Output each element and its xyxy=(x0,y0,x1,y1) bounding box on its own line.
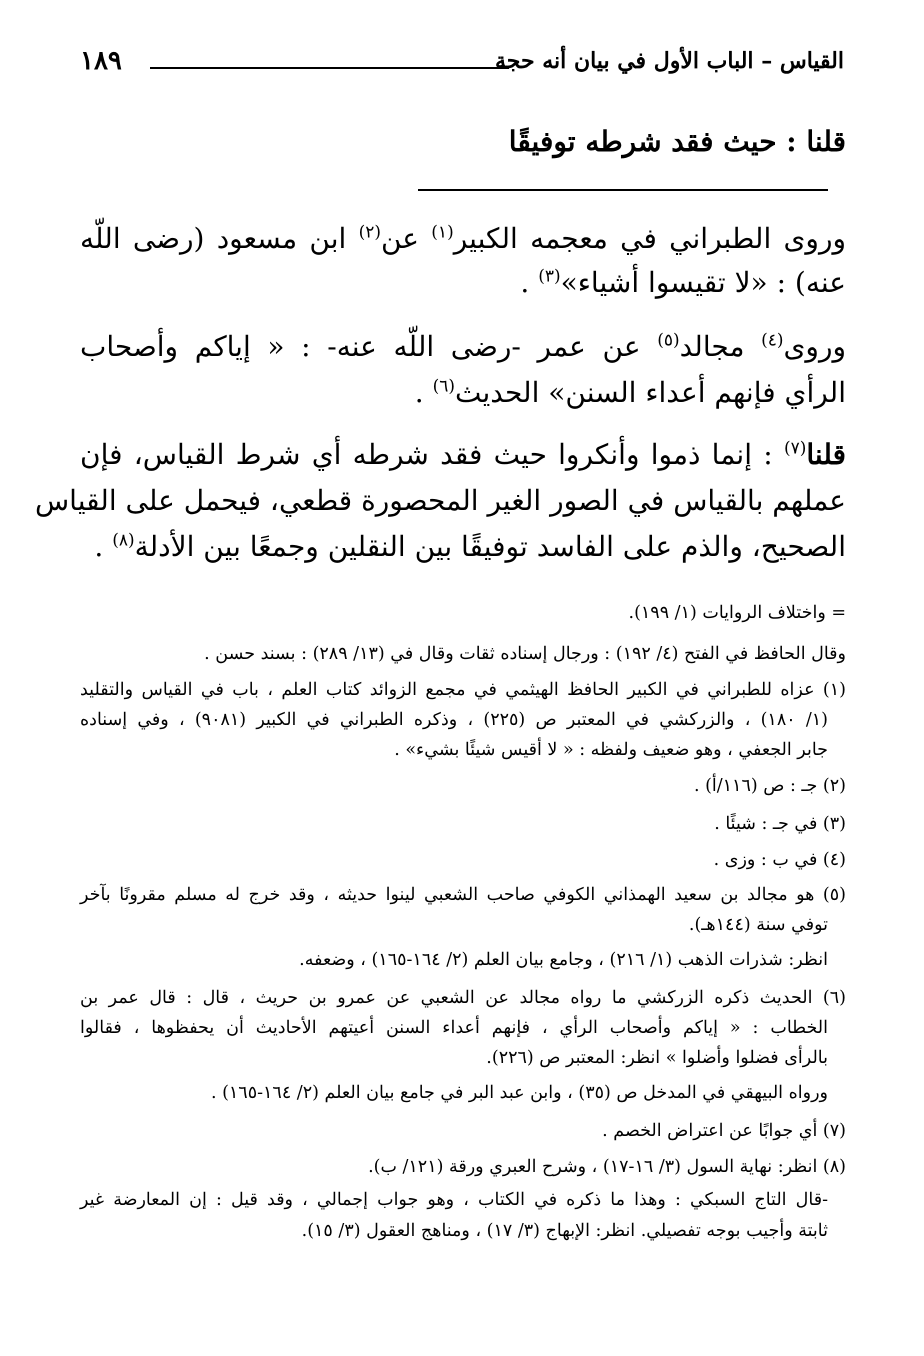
footnote-5-cont: توفي سنة (١٤٤هـ). xyxy=(688,915,828,935)
section-heading: قلنا : حيث فقد شرطه توفيقًا xyxy=(508,125,846,158)
footnote-1: (١) عزاه للطبراني في الكبير الحافظ الهيثمي في مجمع الزوائد كتاب العلم ، باب في القياس والتقليد xyxy=(80,680,846,700)
paragraph-2-line-2: الرأي فإنهم أعداء السنن» الحديث$^{(٦)}$ . xyxy=(414,376,846,409)
paragraph-2-line-1: وروى$^{(٤)}$ مجالد$^{(٥)}$ عن عمر -رضى اللّه عنه- : « إياكم وأصحاب xyxy=(80,330,846,363)
footnote-8: (٨) انظر: نهاية السول (٣/ ١٦-١٧) ، وشرح العبري ورقة (١٢١/ ب). xyxy=(368,1157,846,1177)
footnote-6-cont: بالرأى فضلوا وأضلوا » انظر: المعتبر ص (٢٢٦). xyxy=(486,1048,828,1068)
paragraph-3-line-1: قلنا$^{(٧)}$ : إنما ذموا وأنكروا حيث فقد شرطه أي شرط القياس، فإن xyxy=(80,438,846,471)
footnote-ref-2[interactable]: (٢) xyxy=(358,222,381,243)
footnote-8-cont: -قال التاج السبكي : وهذا ما ذكره في الكتاب ، وهو جواب إجمالي ، وقد قيل : إن المعارضة غير xyxy=(80,1190,828,1210)
footnote-3: (٣) في جـ : شيئًا . xyxy=(714,814,846,834)
page-number: ١٨٩ xyxy=(80,46,122,76)
running-header xyxy=(80,42,844,86)
footnote-7: (٧) أي جوابًا عن اعتراض الخصم . xyxy=(602,1121,846,1141)
footnote-5-cont: انظر: شذرات الذهب (١/ ٢١٦) ، وجامع بيان العلم (٢/ ١٦٤-١٦٥) ، وضعفه. xyxy=(299,950,828,970)
header-rule xyxy=(150,67,509,69)
footnote-ref-4[interactable]: (٤) xyxy=(761,330,784,351)
paragraph-1-line-2: عنه) : «لا تقيسوا أشياء»$^{(٣)}$ . xyxy=(520,266,846,299)
heading-rule xyxy=(418,189,828,191)
paragraph-1-line-1: وروى الطبراني في معجمه الكبير$^{(١)}$ عن$^{(٢)}$ ابن مسعود (رضى اللّه xyxy=(80,222,846,255)
footnote-ref-7[interactable]: (٧) xyxy=(783,438,807,459)
footnote-8-cont: ثابتة وأجيب بوجه تفصيلي. انظر: الإبهاج (٣/ ١٧) ، ومناهج العقول (٣/ ١٥). xyxy=(301,1221,828,1241)
footnote-2: (٢) جـ : ص (١١٦/أ) . xyxy=(693,776,846,796)
footnote-ref-1[interactable]: (١) xyxy=(431,222,454,243)
paragraph-3-line-2: عملهم بالقياس في الصور الغير المحصورة قطعي، فيحمل على القياس xyxy=(34,484,846,517)
footnote-continuation: وقال الحافظ في الفتح (٤/ ١٩٢) : ورجال إسناده ثقات وقال في (١٣/ ٢٨٩) : بسند حسن . xyxy=(204,644,846,664)
header-title: القياس – الباب الأول في بيان أنه حجة xyxy=(495,48,844,74)
paragraph-3-line-3: الصحيح، والذم على الفاسد توفيقًا بين النقلين وجمعًا بين الأدلة$^{(٨)}$ . xyxy=(94,530,846,563)
footnote-1-cont: (١/ ١٨٠) ، والزركشي في المعتبر ص (٢٢٥) ، وذكره الطبراني في الكبير (٩٠٨١) ، وفي إسناده xyxy=(80,710,828,730)
footnote-6: (٦) الحديث ذكره الزركشي ما رواه مجالد عن الشعبي عن عمرو بن حريث ، قال : قال عمر بن xyxy=(80,988,846,1008)
footnote-6-cont: ورواه البيهقي في المدخل ص (٣٥) ، وابن عبد البر في جامع بيان العلم (٢/ ١٦٤-١٦٥) . xyxy=(210,1083,828,1103)
footnote-ref-3[interactable]: (٣) xyxy=(538,266,561,287)
footnote-ref-8[interactable]: (٨) xyxy=(112,530,135,551)
footnote-6-cont: الخطاب : « إياكم وأصحاب الرأي ، فإنهم أعداء السنن أعيتهم الأحاديث أن يحفظوها ، فقالوا xyxy=(80,1018,828,1038)
footnote-5: (٥) هو مجالد بن سعيد الهمذاني الكوفي صاحب الشعبي لينوا حديثه ، وقد خرج له مسلم مقرونًا بآخر xyxy=(80,885,846,905)
footnote-4: (٤) في ب : وزى . xyxy=(713,850,846,870)
footnote-1-cont: جابر الجعفي ، وهو ضعيف ولفظه : « لا أقيس شيئًا بشيء» . xyxy=(394,740,828,760)
footnote-ref-5[interactable]: (٥) xyxy=(657,330,680,351)
footnote-continuation: = واختلاف الروايات (١/ ١٩٩). xyxy=(628,603,846,623)
footnote-ref-6[interactable]: (٦) xyxy=(432,376,455,397)
